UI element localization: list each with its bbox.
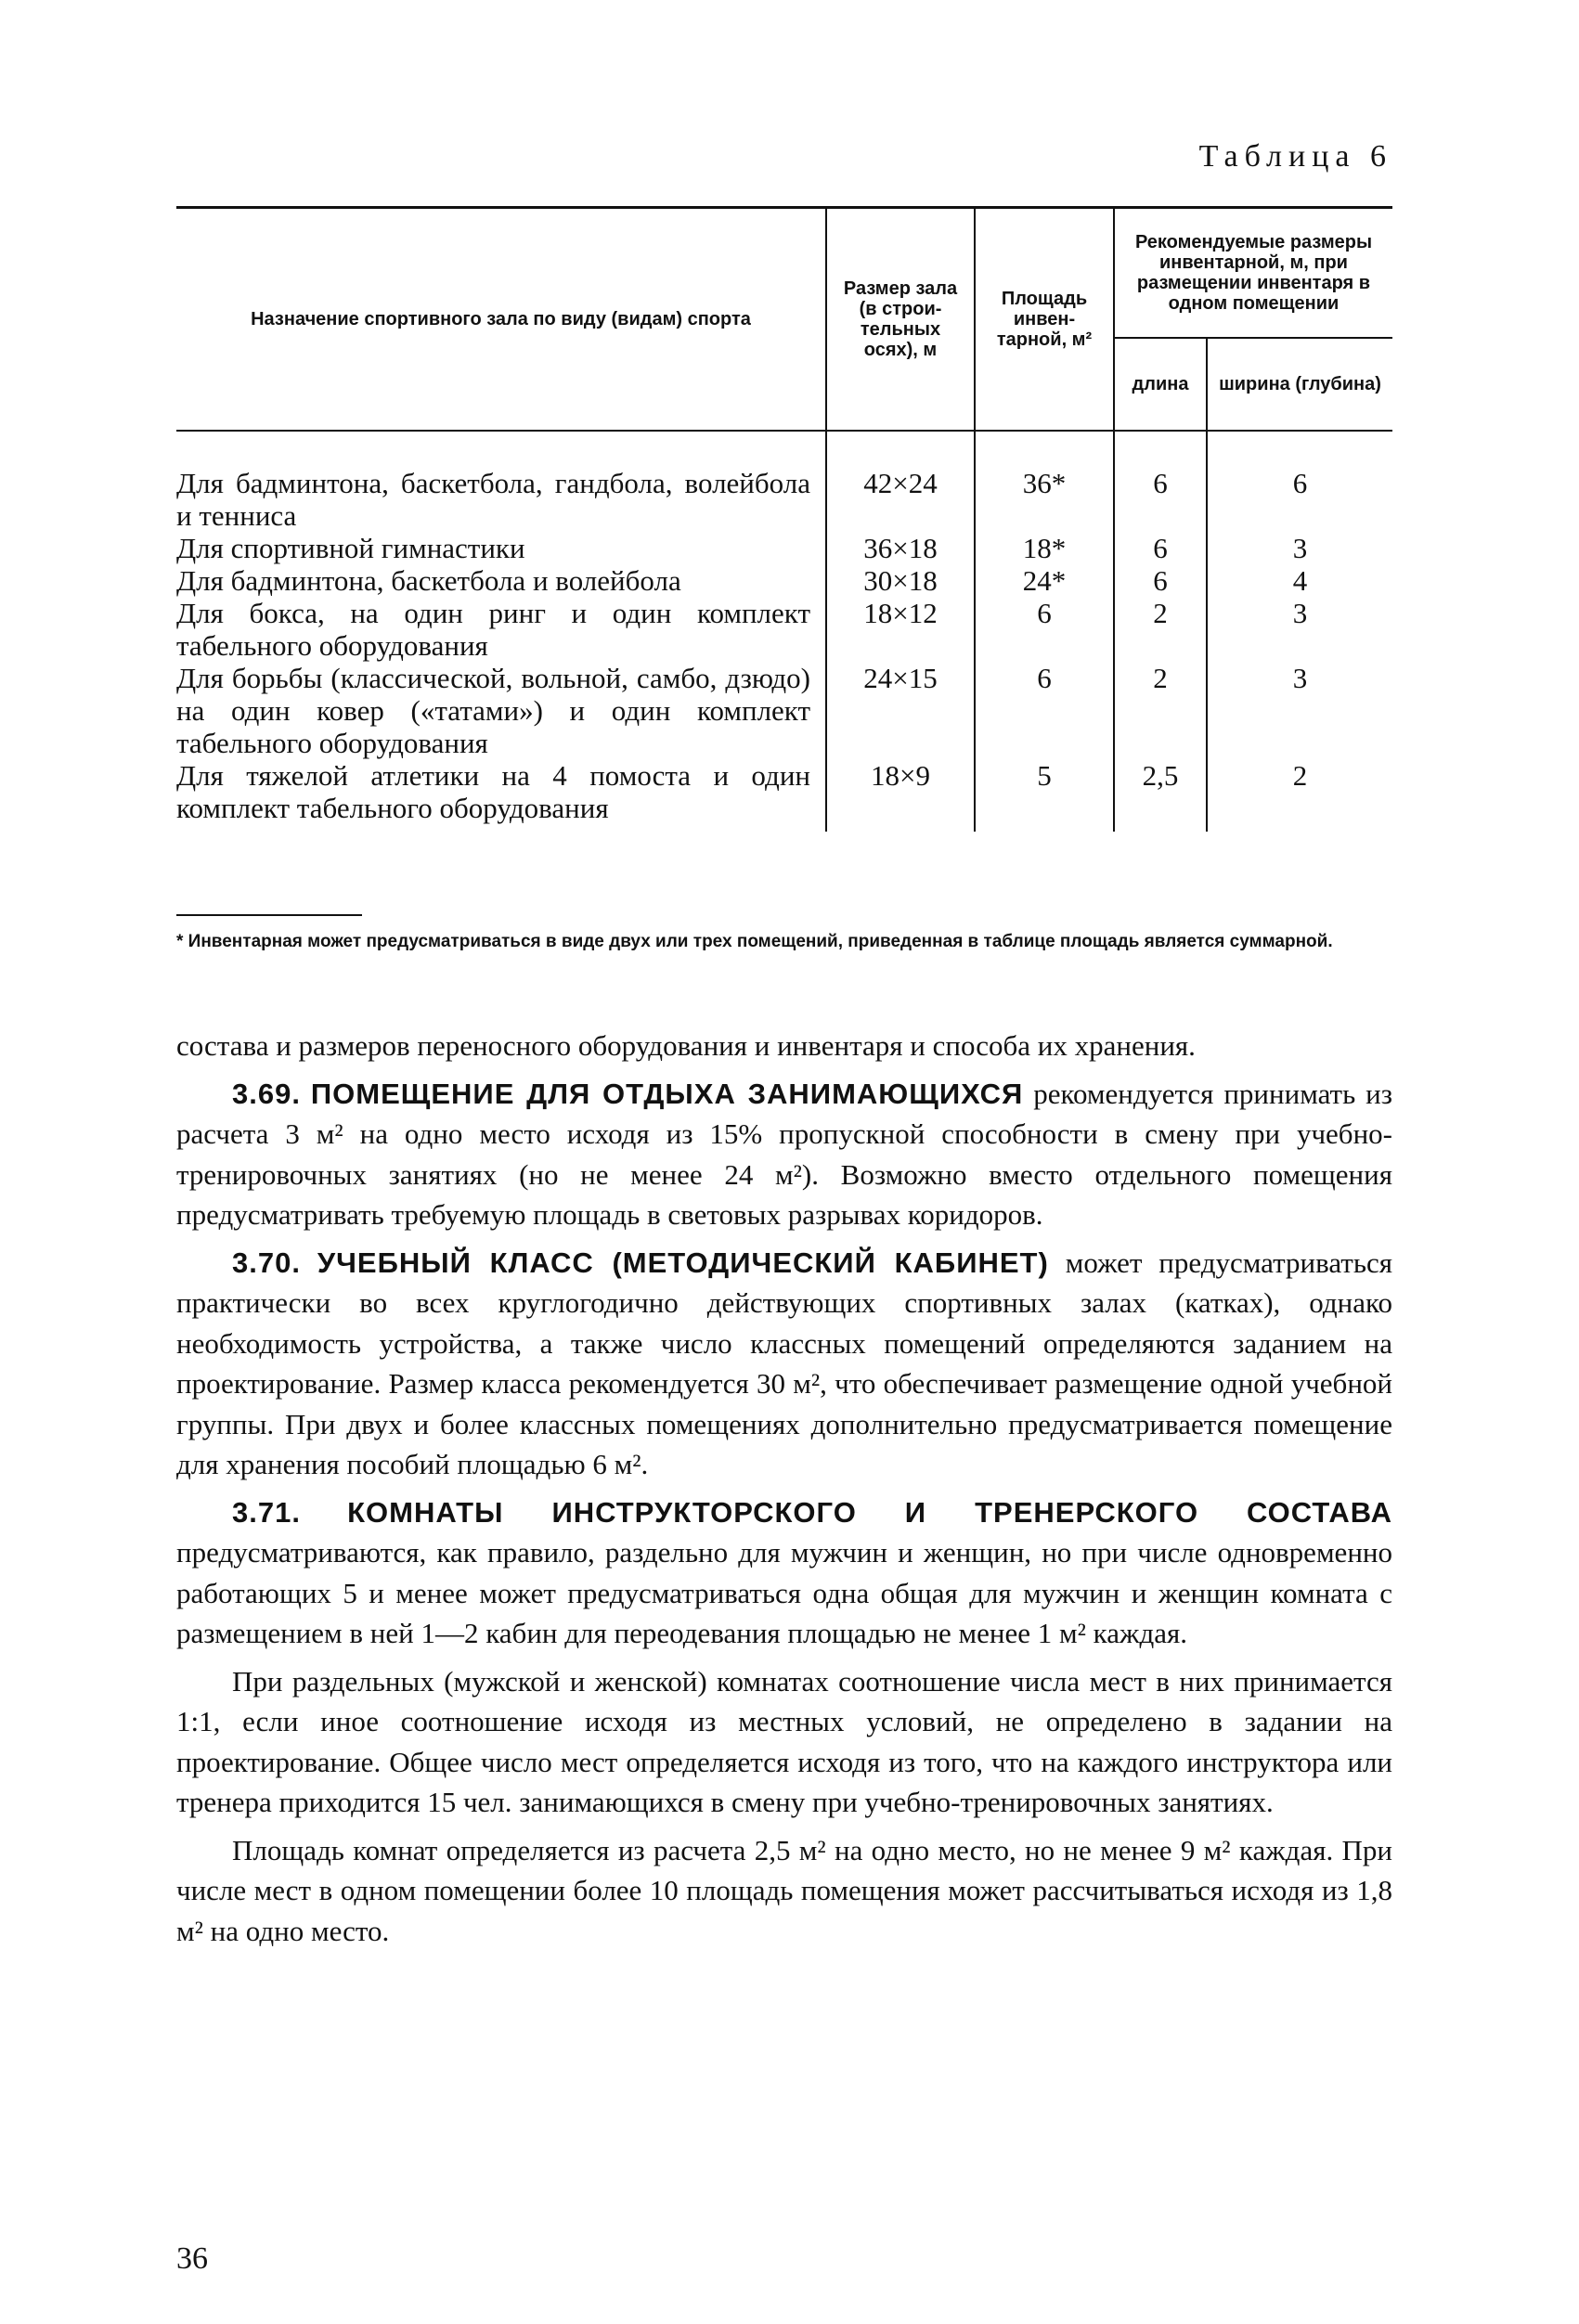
- sports-hall-table: [176, 206, 1392, 832]
- table-caption: Таблица 6: [1198, 139, 1392, 174]
- cell-purpose: Для бадминтона, баскетбола и волейбола: [176, 564, 826, 597]
- table-row: [176, 431, 1392, 532]
- header-hall-size: Размер зала (в строи-тельных осях), м: [826, 208, 975, 432]
- section-heading: КОМНАТЫ ИНСТРУКТОРСКОГО И ТРЕНЕРСКОГО СОСТАВА: [347, 1495, 1392, 1529]
- cell-purpose: Для бадминтона, баскетбола, гандбола, волейбола и тенниса: [176, 431, 826, 532]
- table-row: [176, 759, 1392, 832]
- cell-width: 2: [1207, 759, 1392, 832]
- section-number: 3.70.: [232, 1246, 301, 1279]
- cell-size: 24×15: [826, 662, 975, 759]
- cell-size: 36×18: [826, 532, 975, 564]
- cell-area: 6: [975, 597, 1114, 662]
- paragraph: [176, 1074, 1392, 1235]
- cell-size: 30×18: [826, 564, 975, 597]
- cell-size: 18×12: [826, 597, 975, 662]
- paragraph: [176, 1492, 1392, 1654]
- cell-length: 6: [1114, 431, 1207, 532]
- paragraph: [176, 1830, 1392, 1952]
- paragraph-text: состава и размеров переносного оборудования и инвентаря и способа их хранения.: [176, 1029, 1196, 1062]
- section-heading: ПОМЕЩЕНИЕ ДЛЯ ОТДЫХА ЗАНИМАЮЩИХСЯ: [310, 1077, 1024, 1110]
- cell-length: 2: [1114, 597, 1207, 662]
- table-row: [176, 662, 1392, 759]
- cell-length: 2: [1114, 662, 1207, 759]
- body-text: [176, 1026, 1392, 1958]
- page-number: 36: [176, 2241, 208, 2276]
- cell-purpose: Для бокса, на один ринг и один комплект табельного оборудования: [176, 597, 826, 662]
- table-row: [176, 532, 1392, 564]
- table-row: [176, 597, 1392, 662]
- cell-size: 18×9: [826, 759, 975, 832]
- paragraph-text: При раздельных (мужской и женской) комнатах соотношение числа мест в них принимается 1:1, если иное соотношение исходя из местных условий, не определено в задании на проектирование. Общее число мест определяется исходя из того, что на каждого инструктора или тренера приходится 15 чел. занимающихся в смену при учебно-тренировочных занятиях.: [176, 1664, 1392, 1818]
- section-number: 3.69.: [232, 1077, 301, 1110]
- cell-width: 6: [1207, 431, 1392, 532]
- cell-area: 6: [975, 662, 1114, 759]
- cell-width: 4: [1207, 564, 1392, 597]
- table-footnote: * Инвентарная может предусматриваться в виде двух или трех помещений, приведенная в таблице площадь является суммарной.: [176, 932, 1333, 951]
- section-number: 3.71.: [232, 1495, 301, 1529]
- header-recommended-sizes: Рекомендуемые размеры инвентарной, м, при размещении инвентаря в одном помещении: [1114, 208, 1392, 339]
- header-storage-area: Площадь инвен-тарной, м²: [975, 208, 1114, 432]
- cell-purpose: Для тяжелой атлетики на 4 помоста и один комплект табельного оборудования: [176, 759, 826, 832]
- cell-length: 6: [1114, 532, 1207, 564]
- cell-area: 18*: [975, 532, 1114, 564]
- cell-length: 6: [1114, 564, 1207, 597]
- cell-width: 3: [1207, 532, 1392, 564]
- header-width: ширина (глубина): [1207, 338, 1392, 431]
- paragraph-text: Площадь комнат определяется из расчета 2,5 м² на одно место, но не менее 9 м² каждая. При числе мест в одном помещении более 10 площадь помещения может рассчитываться исходя из 1,8 м² на одно место.: [176, 1833, 1392, 1947]
- table-row: [176, 564, 1392, 597]
- cell-area: 36*: [975, 431, 1114, 532]
- paragraph: [176, 1243, 1392, 1485]
- paragraph: [176, 1661, 1392, 1823]
- cell-size: 42×24: [826, 431, 975, 532]
- cell-length: 2,5: [1114, 759, 1207, 832]
- cell-purpose: Для борьбы (классической, вольной, самбо, дзюдо) на один ковер («татами») и один комплект табельного оборудования: [176, 662, 826, 759]
- paragraph-text: может предусматриваться практически во всех круглогодично действующих спортивных залах (катках), однако необходимость устройства, а также число классных помещений определяются заданием на проектирование. Размер класса рекомендуется 30 м², что обеспечивает размещение одной учебной группы. При двух и более классных помещениях дополнительно предусматривается помещение для хранения пособий площадью 6 м².: [176, 1246, 1393, 1480]
- paragraph: [176, 1026, 1392, 1066]
- header-length: длина: [1114, 338, 1207, 431]
- paragraph-text: предусматриваются, как правило, раздельно для мужчин и женщин, но при числе одновременно работающих 5 и менее может предусматриваться одна общая для мужчин и женщин комната с размещением в ней 1—2 кабин для переодевания площадью не менее 1 м² каждая.: [176, 1536, 1392, 1649]
- cell-width: 3: [1207, 662, 1392, 759]
- paragraph-text: рекомендуется принимать из расчета 3 м² на одно место исходя из 15% пропускной способности в смену при учебно-тренировочных занятиях (но не менее 24 м²). Возможно вместо отдельного помещения предусматривать требуемую площадь в световых разрывах коридоров.: [176, 1077, 1393, 1231]
- header-purpose: Назначение спортивного зала по виду (видам) спорта: [176, 208, 826, 432]
- footnote-divider: [176, 914, 362, 916]
- section-heading: УЧЕБНЫЙ КЛАСС (МЕТОДИЧЕСКИЙ КАБИНЕТ): [317, 1246, 1049, 1279]
- cell-area: 5: [975, 759, 1114, 832]
- cell-area: 24*: [975, 564, 1114, 597]
- cell-width: 3: [1207, 597, 1392, 662]
- cell-purpose: Для спортивной гимнастики: [176, 532, 826, 564]
